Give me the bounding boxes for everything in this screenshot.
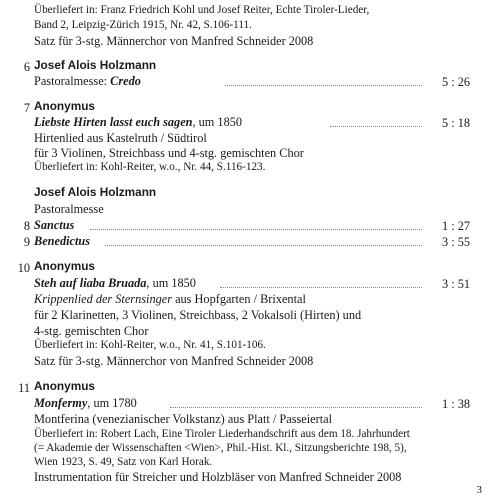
track-11-instrumentation: Instrumentation für Streicher und Holzbläser von Manfred Schneider 2008 (34, 470, 402, 484)
track-10-leader (220, 287, 422, 288)
holzmann-composer: Josef Alois Holzmann (34, 185, 157, 199)
track-10-arrangement: Satz für 3-stg. Männerchor von Manfred Schneider 2008 (34, 354, 314, 368)
track-10-line-3: 4-stg. gemischten Chor (34, 324, 149, 338)
track-11-source-3: Wien 1923, S. 49, Satz von Karl Horak. (34, 456, 213, 468)
track-8-number: 8 (23, 219, 30, 233)
holzmann-work: Pastoralmesse (34, 202, 104, 216)
intro-source-line-1: Überliefert in: Franz Friedrich Kohl und Josef Reiter, Echte Tiroler-Lieder, (34, 4, 370, 16)
track-8-title: Sanctus (34, 218, 75, 232)
track-6-number: 6 (23, 60, 30, 74)
track-7-duration: 5 : 18 (441, 116, 470, 130)
track-10-line-2: für 2 Klarinetten, 3 Violinen, Streichbass, 2 Vokalsoli (Hirten) und (34, 308, 362, 322)
track-11-line-1: Montferina (venezianischer Volkstanz) aus Platt / Passeiertal (34, 412, 333, 426)
track-6-work-prefix: Pastoralmesse: (34, 74, 111, 88)
track-7-title: Liebste Hirten lasst euch sagen (34, 115, 193, 129)
track-6-duration: 5 : 26 (441, 75, 470, 89)
track-8-leader (90, 229, 422, 230)
track-7-line-2: für 3 Violinen, Streichbass und 4-stg. gemischten Chor (34, 146, 304, 160)
track-10-composer: Anonymus (34, 259, 95, 273)
track-10-number: 10 (17, 261, 30, 275)
track-7-source: Überliefert in: Kohl-Reiter, w.o., Nr. 44, S.116-123. (34, 161, 266, 173)
track-9-number: 9 (23, 235, 30, 249)
track-11-number: 11 (18, 381, 30, 395)
track-10-line-1 (34, 293, 470, 305)
track-6-title: Credo (110, 74, 141, 88)
intro-source-line-2: Band 2, Leipzig-Zürich 1915, Nr. 42, S.106-111. (34, 19, 252, 31)
track-11-source-2: (= Akademie der Wissenschaften <Wien>, Phil.-Hist. Kl., Sitzungsberichte 198, 5), (34, 442, 407, 454)
track-9-title: Benedictus (34, 234, 91, 248)
track-7-date: , um 1850 (192, 115, 243, 129)
track-10-line-1-rest: aus Hopfgarten / Brixental (172, 292, 306, 306)
track-11-source-1: Überliefert in: Robert Lach, Eine Tiroler Liederhandschrift aus dem 18. Jahrhundert (34, 428, 410, 440)
track-8-duration: 1 : 27 (441, 219, 470, 233)
track-11-title: Monfermy (34, 396, 88, 410)
track-11-leader (170, 407, 422, 408)
track-7-leader (330, 126, 422, 127)
track-10-duration: 3 : 51 (441, 277, 470, 291)
track-9-leader (105, 245, 422, 246)
track-6-leader (225, 85, 422, 86)
track-7-composer: Anonymus (34, 99, 95, 113)
track-10-source: Überliefert in: Kohl-Reiter, w.o., Nr. 41, S.101-106. (34, 339, 266, 351)
track-9-duration: 3 : 55 (441, 235, 470, 249)
track-10-date: , um 1850 (146, 276, 196, 290)
track-10-title: Steh auf liaba Bruada (34, 276, 147, 290)
track-10-line-1-italic: Krippenlied der Sternsinger (34, 292, 172, 306)
page-number: 3 (476, 484, 482, 496)
track-11-composer: Anonymus (34, 379, 95, 393)
track-7-line-1: Hirtenlied aus Kastelruth / Südtirol (34, 131, 207, 145)
track-6-composer: Josef Alois Holzmann (34, 58, 157, 72)
track-7-number: 7 (23, 101, 30, 115)
intro-arrangement: Satz für 3-stg. Männerchor von Manfred Schneider 2008 (34, 34, 314, 48)
track-11-duration: 1 : 38 (441, 397, 470, 411)
track-11-date: , um 1780 (87, 396, 137, 410)
